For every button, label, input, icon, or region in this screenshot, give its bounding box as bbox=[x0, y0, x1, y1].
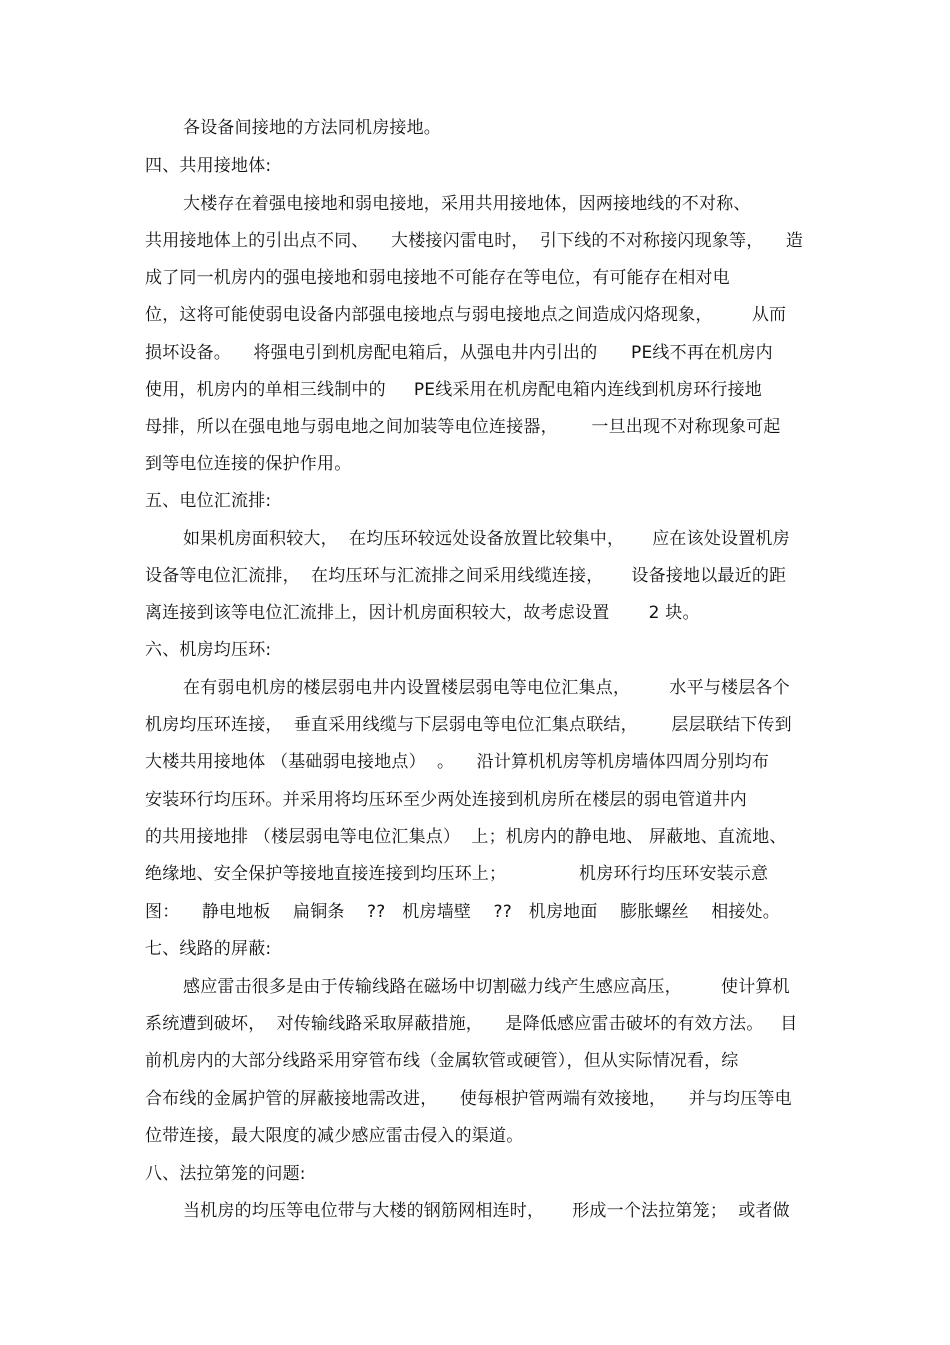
paragraph-line: 机房均压环连接， 垂直采用线缆与下层弱电等电位汇集点联结， 层层联结下传到 bbox=[145, 715, 792, 735]
paragraph-line: 使用，机房内的单相三线制中的 PE线采用在机房配电箱内连线到机房环行接地 bbox=[145, 380, 763, 400]
section-heading-8: 八、法拉第笼的问题: bbox=[145, 1164, 306, 1184]
paragraph-line: 图： 静电地板 扁铜条 ?? 机房墙壁 ?? 机房地面 膨胀螺丝 相接处。 bbox=[145, 902, 781, 922]
paragraph-line: 母排，所以在强电地与弱电地之间加装等电位连接器， 一旦出现不对称现象可起 bbox=[145, 417, 781, 437]
paragraph-line: 系统遭到破坏， 对传输线路采取屏蔽措施， 是降低感应雷击破坏的有效方法。 目 bbox=[145, 1014, 798, 1034]
paragraph-line: 成了同一机房内的强电接地和弱电接地不可能存在等电位，有可能存在相对电 bbox=[145, 268, 730, 288]
paragraph-line: 位带连接，最大限度的减少感应雷击侵入的渠道。 bbox=[145, 1126, 524, 1146]
paragraph-line: 离连接到该等电位汇流排上，因计机房面积较大，故考虑设置 2 块。 bbox=[145, 603, 700, 623]
paragraph-line: 的共用接地排 （楼层弱电等电位汇集点） 上；机房内的静电地、 屏蔽地、直流地、 bbox=[145, 827, 787, 847]
paragraph-line: 共用接地体上的引出点不同、 大楼接闪雷电时， 引下线的不对称接闪现象等， 造 bbox=[145, 231, 804, 251]
paragraph-line: 前机房内的大部分线路采用穿管布线（金属软管或硬管），但从实际情况看，综 bbox=[145, 1051, 739, 1071]
paragraph-line: 绝缘地、安全保护等接地直接连接到均压环上； 机房环行均压环安装示意 bbox=[145, 864, 769, 884]
paragraph-line: 安装环行均压环。并采用将均压环至少两处连接到机房所在楼层的弱电管道井内 bbox=[145, 790, 747, 810]
section-heading-5: 五、电位汇流排: bbox=[145, 491, 272, 511]
paragraph-line: 合布线的金属护管的屏蔽接地需改进， 使每根护管两端有效接地， 并与均压等电 bbox=[145, 1089, 792, 1109]
paragraph-line: 在有弱电机房的楼层弱电井内设置楼层弱电等电位汇集点， 水平与楼层各个 bbox=[183, 678, 790, 698]
paragraph-line: 大楼存在着强电接地和弱电接地，采用共用接地体，因两接地线的不对称、 bbox=[183, 194, 751, 214]
paragraph-line: 损坏设备。 将强电引到机房配电箱后，从强电井内引出的 PE线不再在机房内 bbox=[145, 343, 773, 363]
paragraph-line: 当机房的均压等电位带与大楼的钢筋网相连时， 形成一个法拉第笼； 或者做 bbox=[183, 1201, 790, 1221]
paragraph-line: 到等电位连接的保护作用。 bbox=[145, 454, 352, 474]
paragraph-line: 大楼共用接地体 （基础弱电接地点） 。 沿计算机机房等机房墙体四周分别均布 bbox=[145, 752, 770, 772]
section-heading-4: 四、共用接地体: bbox=[145, 156, 272, 176]
paragraph-line: 感应雷击很多是由于传输线路在磁场中切割磁力线产生感应高压， 使计算机 bbox=[183, 977, 790, 997]
paragraph-line: 各设备间接地的方法同机房接地。 bbox=[183, 118, 441, 138]
section-heading-6: 六、机房均压环: bbox=[145, 640, 272, 660]
paragraph-line: 设备等电位汇流排， 在均压环与汇流排之间采用线缆连接， 设备接地以最近的距 bbox=[145, 566, 787, 586]
paragraph-line: 位，这将可能使弱电设备内部强电接地点与弱电接地点之间造成闪烙现象， 从而 bbox=[145, 305, 787, 325]
paragraph-line: 如果机房面积较大， 在均压环较远处设备放置比较集中， 应在该处设置机房 bbox=[183, 529, 790, 549]
section-heading-7: 七、线路的屏蔽: bbox=[145, 939, 272, 959]
